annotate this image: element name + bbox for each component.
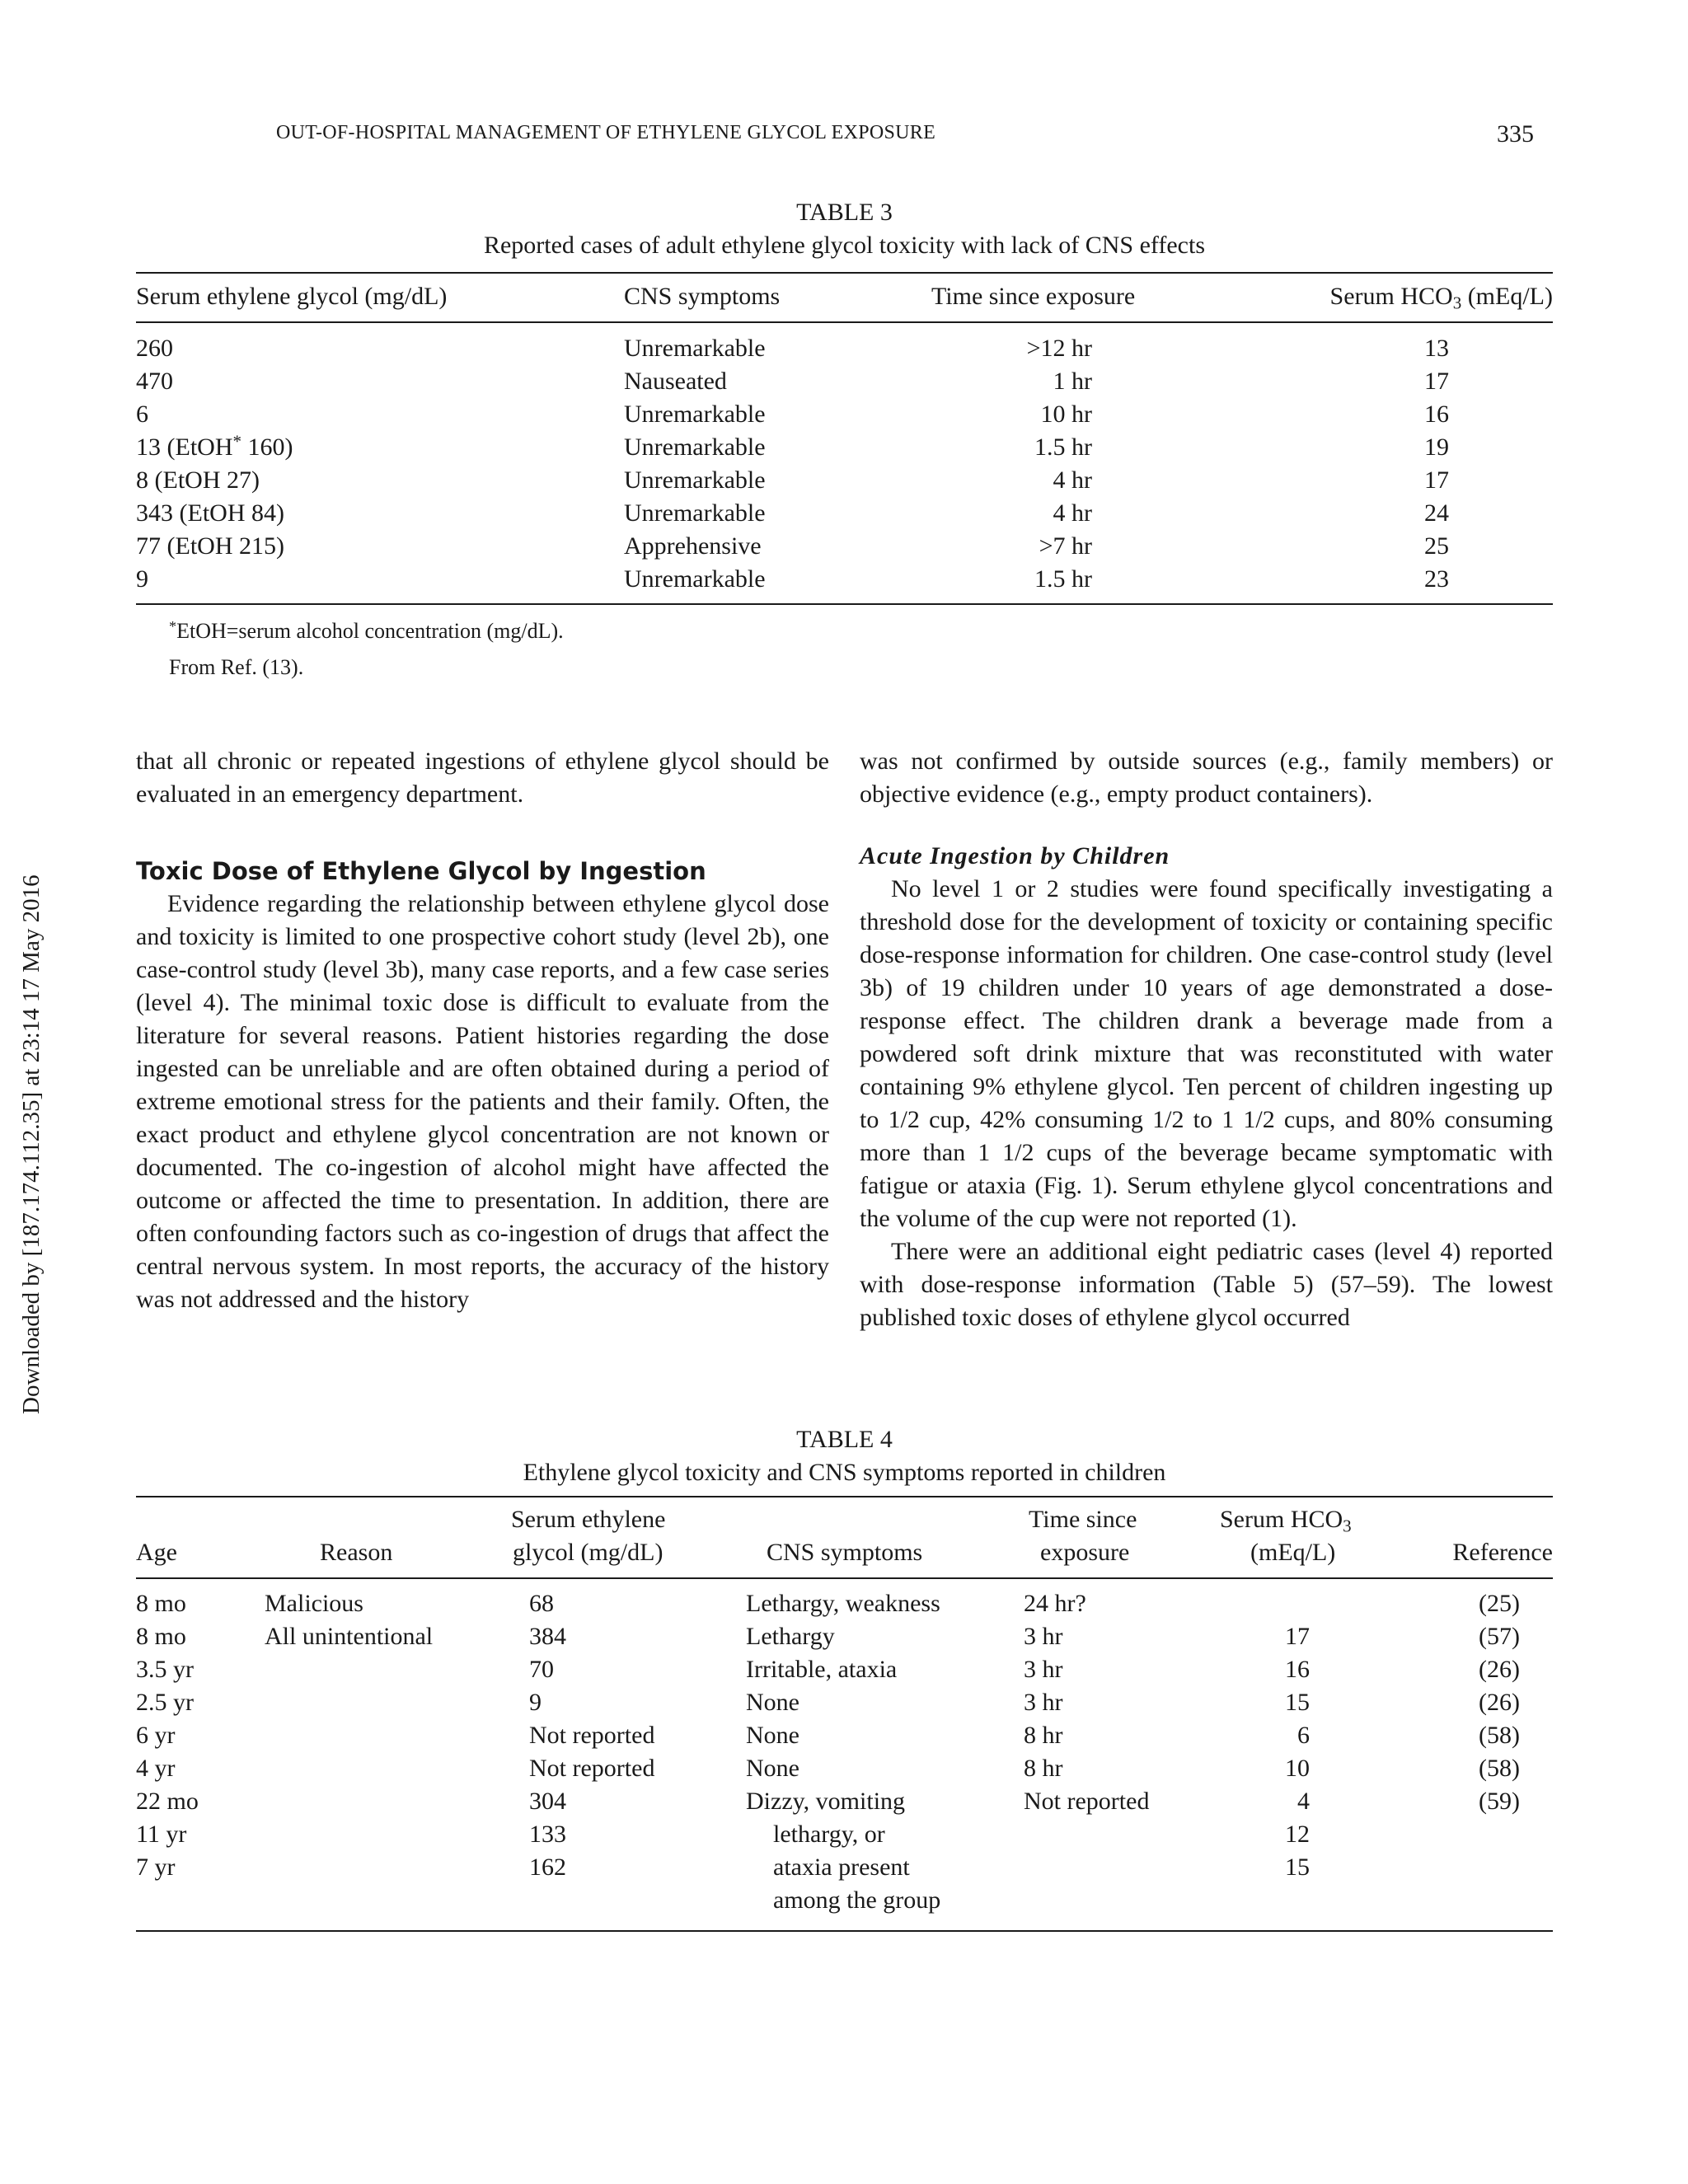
table3-cell-hco3: 13	[1424, 335, 1449, 362]
table4-cell-time: 24 hr?	[1024, 1590, 1086, 1617]
table4-header-rule	[136, 1577, 1553, 1579]
table3-header-rule	[136, 321, 1553, 323]
left-column	[136, 745, 829, 1316]
table4-cell-age: 11 yr	[136, 1821, 187, 1848]
table4-body	[136, 1587, 1553, 1917]
table3-body	[136, 332, 1553, 596]
table4-bottom-rule	[136, 1930, 1553, 1932]
table3-col-time: Time since exposure	[931, 283, 1136, 310]
page-number: 335	[1497, 120, 1534, 148]
running-title: OUT-OF-HOSPITAL MANAGEMENT OF ETHYLENE GLYCOL EXPOSURE	[275, 122, 936, 143]
table4-cell-symptoms: Lethargy	[746, 1623, 835, 1650]
table4-cell-time: 3 hr	[1024, 1623, 1063, 1650]
table4-cell-age: 4 yr	[136, 1755, 176, 1782]
table3-cell-symptoms: Nauseated	[624, 368, 727, 395]
table3-cell-hco3: 16	[1424, 401, 1449, 428]
table-row	[136, 1587, 1553, 1620]
table3-cell-symptoms: Unremarkable	[624, 565, 766, 593]
left-intro-paragraph: that all chronic or repeated ingestions of ethylene glycol should be evaluated in an emergency department.	[136, 748, 829, 808]
table4-cell-time: 8 hr	[1024, 1755, 1063, 1782]
table4-cell-age: 22 mo	[136, 1788, 199, 1815]
table-row	[136, 1620, 1553, 1653]
table4-col-age: Age	[136, 1539, 177, 1566]
table3-cell-hco3: 17	[1424, 466, 1449, 494]
right-column	[860, 745, 1553, 1334]
table3-cell-time: >12 hr	[1026, 335, 1092, 362]
table4-cell-glycol: 70	[529, 1656, 554, 1683]
table4-cell-reason: All unintentional	[265, 1623, 434, 1650]
table4-cell-age: 7 yr	[136, 1854, 176, 1881]
table3-cell-time: 4 hr	[1053, 466, 1092, 494]
right-intro-paragraph: was not confirmed by outside sources (e.g., family members) or objective evidence (e.g., empty product containers).	[860, 748, 1553, 808]
right-body-paragraph-2: There were an additional eight pediatric cases (level 4) reported with dose-response information (Table 5) (57–59). The lowest published toxic doses of ethylene glycol occurred	[860, 1238, 1553, 1331]
table3-caption: Reported cases of adult ethylene glycol toxicity with lack of CNS effects	[483, 232, 1206, 259]
left-body-paragraph: Evidence regarding the relationship between ethylene glycol dose and toxicity is limited to one prospective cohort study (level 2b), one case-control study (level 3b), many case reports, and a few case series (level 4). The minimal toxic dose is difficult to evaluate from the literature for several reasons. Patient histories regarding the dose ingested can be unreliable and are often obtained during a period of extreme emotional stress for the patients and their family. Often, the exact product and ethylene glycol concentration are not known or documented. The co-ingestion of alcohol might have affected the outcome or affected the time to presentation. In addition, there are often confounding factors such as co-ingestion of drugs that affect the central nervous system. In most reports, the accuracy of the history was not addressed and the history	[136, 890, 829, 1313]
table4-cell-glycol: 304	[529, 1788, 566, 1815]
table-row	[136, 398, 1553, 431]
table4-cell-symptoms: Irritable, ataxia	[746, 1656, 898, 1683]
table4-col-glycol-l2: glycol (mg/dL)	[513, 1539, 663, 1566]
table3-cell-hco3: 19	[1424, 434, 1449, 461]
table3-cell-glycol: 470	[136, 368, 173, 395]
table3-cell-time: 10 hr	[1040, 401, 1092, 428]
table-row	[136, 1719, 1553, 1752]
table3-cell-glycol: 77 (EtOH 215)	[136, 532, 284, 560]
table3-footnote-text: EtOH=serum alcohol concentration (mg/dL).	[176, 619, 564, 643]
table-row	[136, 1818, 1553, 1851]
table3-cell-hco3: 17	[1424, 368, 1449, 395]
table4-cell-glycol: 68	[529, 1590, 554, 1617]
table3-cell-glycol-post: 160)	[241, 434, 293, 461]
table4-cell-glycol: Not reported	[529, 1755, 655, 1782]
section-heading: Toxic Dose of Ethylene Glycol by Ingestion	[136, 857, 706, 885]
table3-top-rule	[136, 272, 1553, 274]
table3-cell-glycol: 8 (EtOH 27)	[136, 466, 260, 494]
table4-cell-glycol: Not reported	[529, 1722, 655, 1749]
table3-col-symptoms: CNS symptoms	[624, 283, 781, 310]
table3-cell-time: >7 hr	[1039, 532, 1092, 560]
table4-cell-reference: (59)	[1479, 1788, 1520, 1815]
table3-cell-glycol-pre: 13 (EtOH	[136, 434, 233, 461]
right-body-paragraph-1: No level 1 or 2 studies were found specifically investigating a threshold dose for the development of toxicity or containing specific dose-response information for children. One case-control study (level 3b) of 19 children under 10 years of age demonstrated a dose-response effect. The children drank a beverage made from a powdered soft drink mixture that was reconstituted with water containing 9% ethylene glycol. Ten percent of children ingesting up to 1/2 cup, 42% consuming 1/2 to 1 1/2 cups, and 80% consuming more than 1 1/2 cups of the beverage became symptomatic with fatigue or ataxia (Fig. 1). Serum ethylene glycol concentrations and the volume of the cup were not reported (1).	[860, 875, 1553, 1232]
table4-cell-symptoms: ataxia present	[773, 1854, 910, 1881]
table-row	[136, 1785, 1553, 1818]
table4-cell-age: 6 yr	[136, 1722, 176, 1749]
table4-cell-glycol: 162	[529, 1854, 566, 1881]
table4-col-reason: Reason	[320, 1539, 393, 1566]
table3-cell-glycol: 260	[136, 335, 173, 362]
table4-cell-hco3: 15	[1285, 1854, 1310, 1881]
table4-cell-reference: (57)	[1479, 1623, 1520, 1650]
table4-col-symptoms: CNS symptoms	[767, 1539, 923, 1566]
table3-cell-symptoms: Unremarkable	[624, 401, 766, 428]
download-watermark: Downloaded by [187.174.112.35] at 23:14 17 May 2016	[18, 874, 45, 1414]
table3-cell-hco3: 24	[1424, 499, 1449, 527]
table4-cell-symptoms: None	[746, 1689, 799, 1716]
table4-col-time-l2: exposure	[1040, 1539, 1130, 1566]
footnote-mark: *	[232, 431, 241, 452]
table3-footnote	[169, 615, 564, 648]
table4-col-hco3-sub: 3	[1343, 1516, 1352, 1536]
table4-cell-reference: (26)	[1479, 1689, 1520, 1716]
table3-header	[136, 280, 1553, 313]
table4-cell-time: 8 hr	[1024, 1722, 1063, 1749]
table4-cell-reason: Malicious	[265, 1590, 363, 1617]
table3-cell-symptoms: Unremarkable	[624, 434, 766, 461]
table-row	[136, 1752, 1553, 1785]
table-row	[136, 1686, 1553, 1719]
footnote-mark: *	[169, 617, 177, 635]
table-row	[136, 464, 1553, 497]
table4-cell-glycol: 9	[529, 1689, 542, 1716]
table3-cell-glycol: 343 (EtOH 84)	[136, 499, 284, 527]
table-row	[136, 530, 1553, 563]
table4-cell-hco3: 16	[1285, 1656, 1310, 1683]
table4-cell-reference: (25)	[1479, 1590, 1520, 1617]
table3-cell-time: 1.5 hr	[1034, 434, 1092, 461]
table4-cell-symptoms: lethargy, or	[773, 1821, 885, 1848]
table4-caption: Ethylene glycol toxicity and CNS symptoms reported in children	[523, 1459, 1166, 1486]
table4-cell-age: 8 mo	[136, 1623, 186, 1650]
table4-cell-age: 8 mo	[136, 1590, 186, 1617]
table4-cell-reference: (58)	[1479, 1722, 1520, 1749]
table4-cell-age: 2.5 yr	[136, 1689, 194, 1716]
table-row	[136, 332, 1553, 365]
table4-col-glycol-l1: Serum ethylene	[511, 1506, 666, 1533]
table3-label: TABLE 3	[796, 199, 893, 226]
table4-cell-reference: (26)	[1479, 1656, 1520, 1683]
table3-cell-symptoms: Unremarkable	[624, 499, 766, 527]
table-row	[136, 1851, 1553, 1884]
table3-cell-glycol: 9	[136, 565, 148, 593]
subsection-heading: Acute Ingestion by Children	[860, 842, 1170, 869]
table4-col-time-l1: Time since	[1029, 1506, 1137, 1533]
table4-cell-symptoms: among the group	[773, 1886, 941, 1914]
table3-cell-glycol: 6	[136, 401, 148, 428]
table-row	[136, 563, 1553, 596]
table4-col-reference: Reference	[1452, 1539, 1553, 1566]
table3-cell-symptoms: Apprehensive	[624, 532, 762, 560]
table4-cell-hco3: 17	[1285, 1623, 1310, 1650]
table4-cell-time: Not reported	[1024, 1788, 1150, 1815]
table4-cell-hco3: 10	[1285, 1755, 1310, 1782]
table4-cell-time: 3 hr	[1024, 1689, 1063, 1716]
table4-top-rule	[136, 1496, 1553, 1497]
table4-cell-symptoms: Dizzy, vomiting	[746, 1788, 906, 1815]
table-row	[136, 1653, 1553, 1686]
table3-cell-time: 1 hr	[1053, 368, 1092, 395]
table4-cell-symptoms: None	[746, 1722, 799, 1749]
table4-cell-hco3: 12	[1285, 1821, 1310, 1848]
table4-cell-glycol: 133	[529, 1821, 566, 1848]
table3-cell-hco3: 23	[1424, 565, 1449, 593]
table3-cell-hco3: 25	[1424, 532, 1449, 560]
table3-cell-symptoms: Unremarkable	[624, 335, 766, 362]
table3-col-hco3	[1330, 280, 1553, 313]
table3-col-hco3-sub: 3	[1452, 293, 1462, 313]
table-row	[136, 365, 1553, 398]
table3-col-hco3-unit: (mEq/L)	[1461, 283, 1553, 310]
table3-source: From Ref. (13).	[169, 655, 304, 679]
table4-cell-hco3: 15	[1285, 1689, 1310, 1716]
table4-cell-symptoms: Lethargy, weakness	[746, 1590, 940, 1617]
table3-cell-glycol	[136, 431, 293, 464]
table4-cell-reference: (58)	[1479, 1755, 1520, 1782]
table4-header	[136, 1503, 1553, 1569]
table3-bottom-rule	[136, 603, 1553, 605]
table4-cell-symptoms: None	[746, 1755, 799, 1782]
table-row	[136, 1884, 1553, 1917]
table4-col-hco3-l2: (mEq/L)	[1250, 1539, 1336, 1566]
table3-cell-symptoms: Unremarkable	[624, 466, 766, 494]
table3-cell-time: 4 hr	[1053, 499, 1092, 527]
table4-cell-hco3: 4	[1297, 1788, 1310, 1815]
table4-cell-age: 3.5 yr	[136, 1656, 194, 1683]
table4-col-hco3-text: Serum HCO	[1220, 1506, 1343, 1533]
table4-cell-time: 3 hr	[1024, 1656, 1063, 1683]
table3-col-hco3-text: Serum HCO	[1329, 283, 1453, 310]
table4-cell-glycol: 384	[529, 1623, 566, 1650]
table3-cell-time: 1.5 hr	[1034, 565, 1092, 593]
table4-label: TABLE 4	[796, 1426, 893, 1453]
table4-col-hco3-l1	[1220, 1503, 1352, 1536]
table-row	[136, 431, 1553, 464]
table3-col-glycol: Serum ethylene glycol (mg/dL)	[136, 283, 448, 310]
table-row	[136, 497, 1553, 530]
table4-cell-hco3: 6	[1297, 1722, 1310, 1749]
